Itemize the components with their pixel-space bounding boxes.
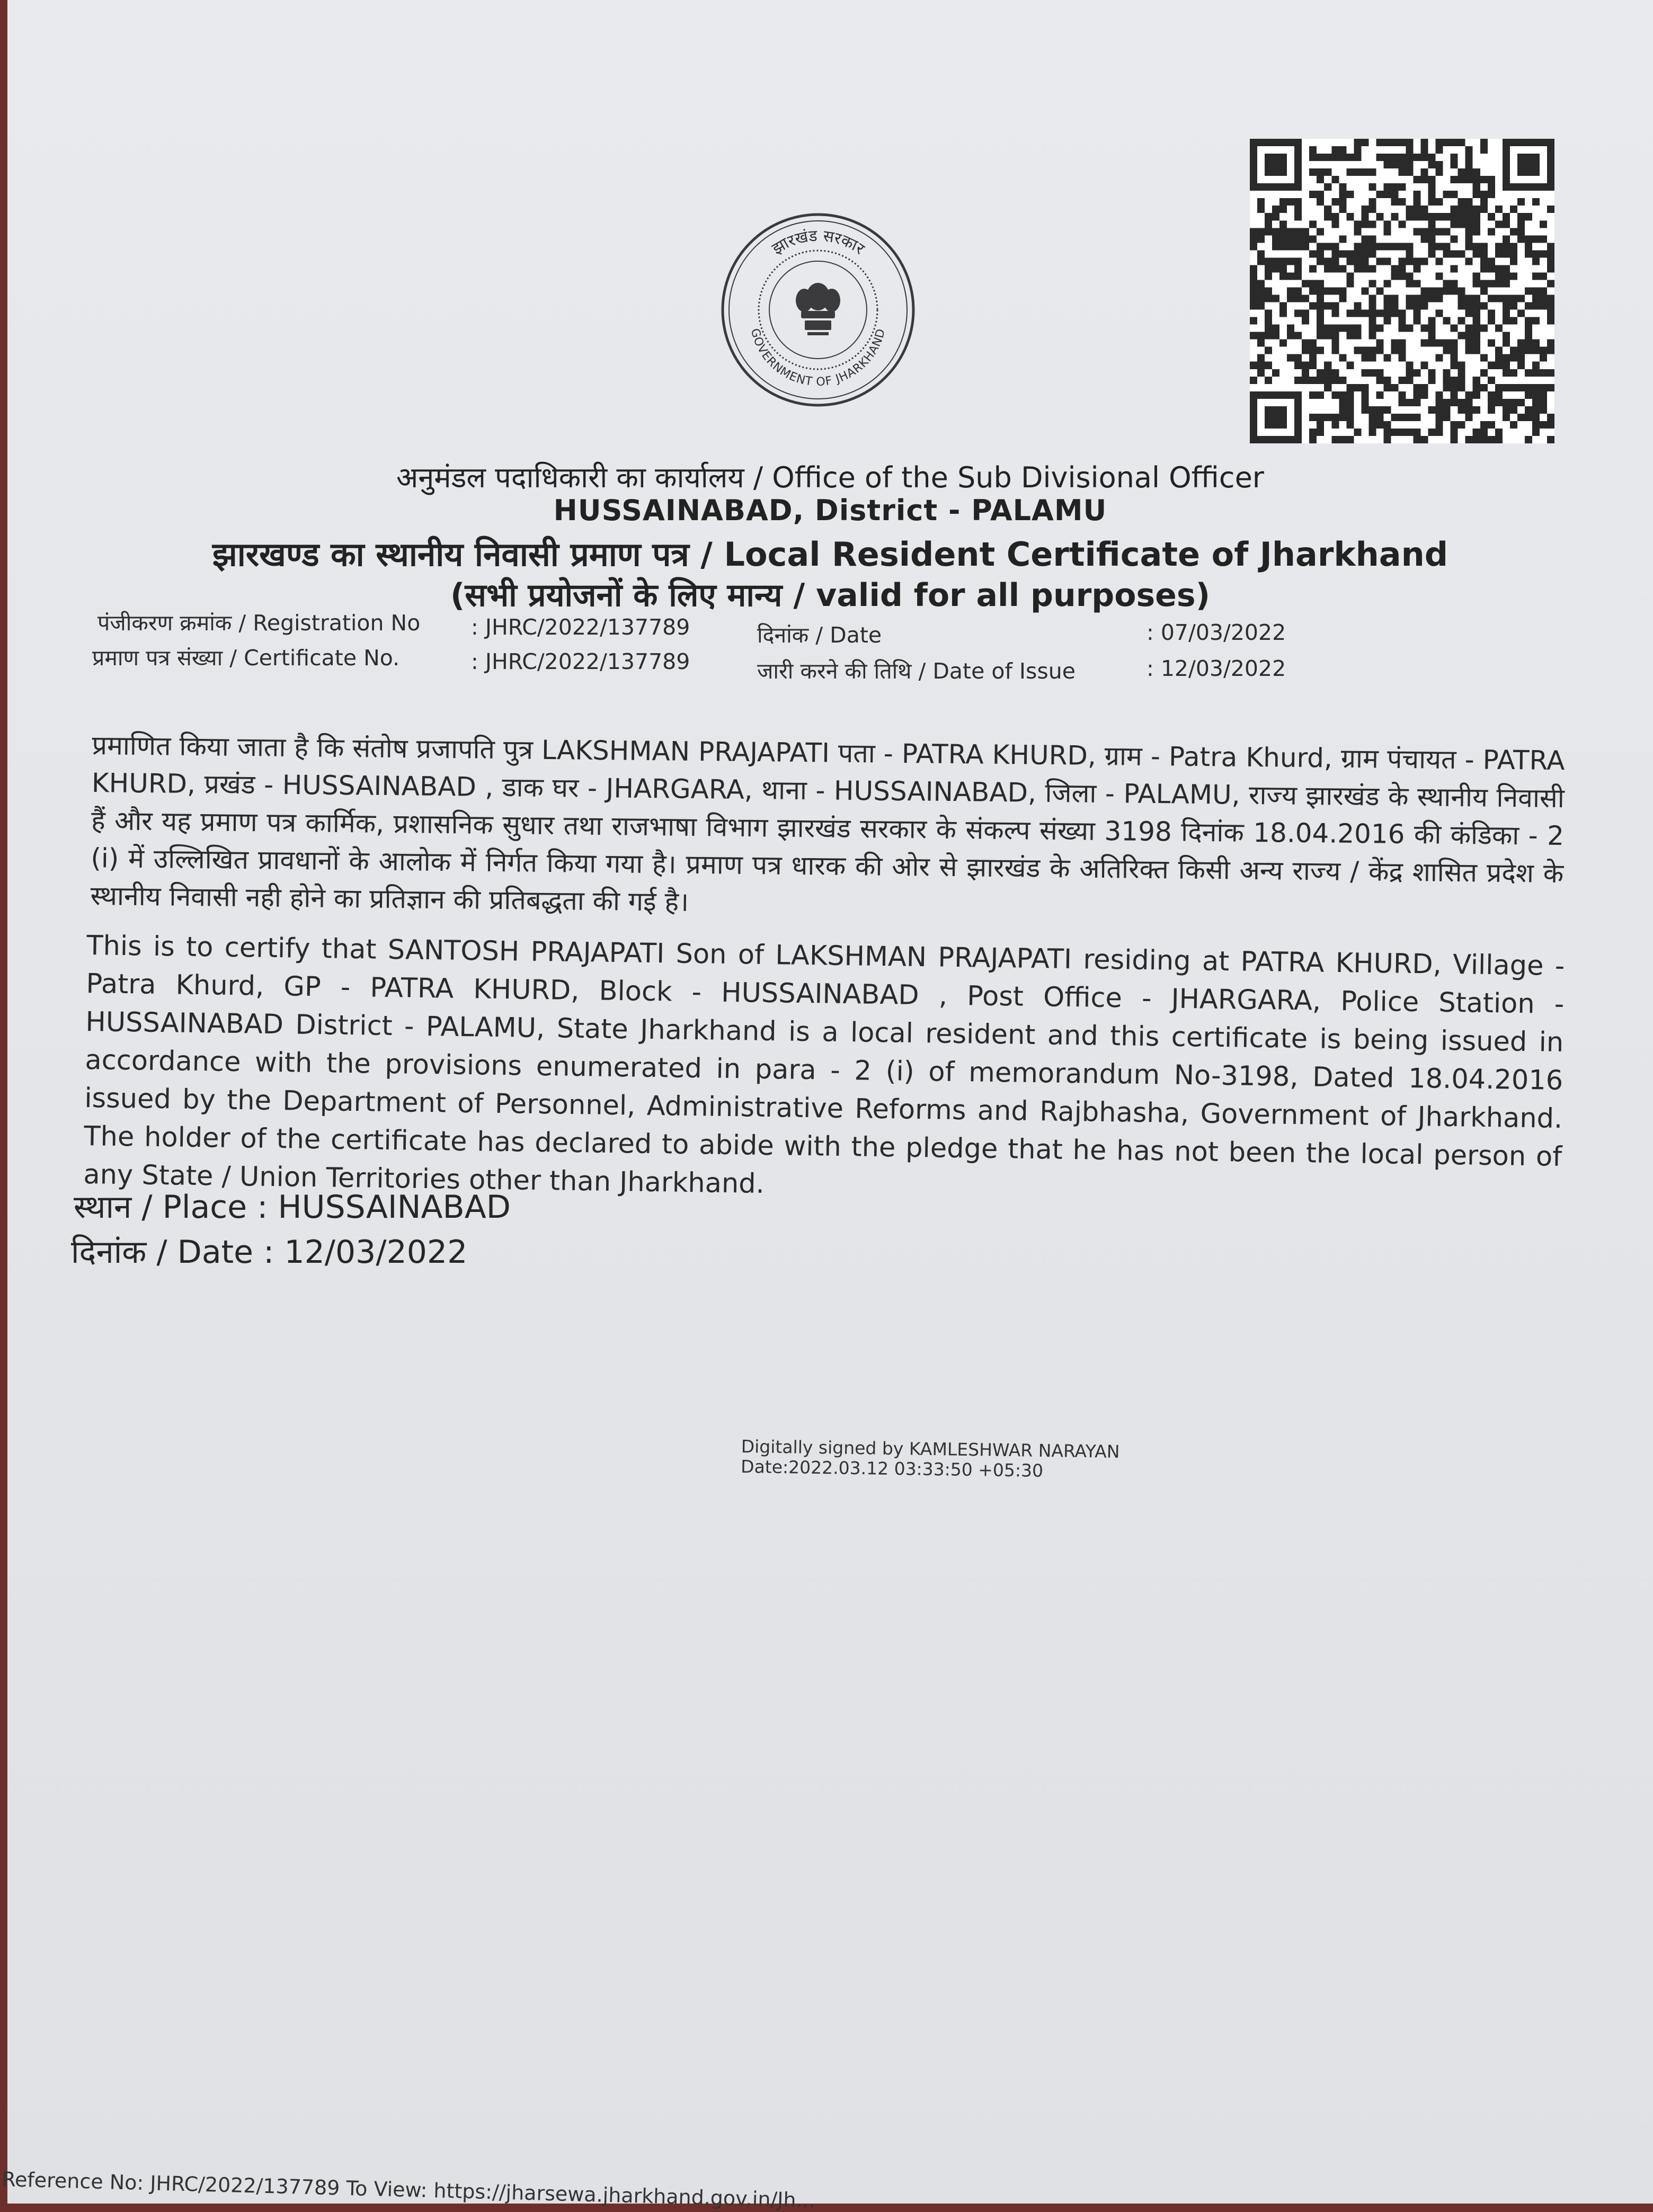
digital-signature (741, 1437, 1120, 1482)
seal-top-text: झारखंड सरकार (769, 226, 868, 258)
signature-line-2: Date:2022.03.12 03:33:50 +05:30 (740, 1456, 1044, 1481)
qr-finder-pattern (1250, 139, 1302, 191)
signature-line-1: Digitally signed by KAMLESHWAR NARAYAN (741, 1436, 1120, 1462)
office-heading: अनुमंडल पदाधिकारी का कार्यालय / Office of the Sub Divisional Officer (396, 461, 1264, 494)
certificate-page (1, 0, 1653, 2212)
hindi-certification-text: प्रमाणित किया जाता है कि संतोष प्रजापति पुत्र LAKSHMAN PRAJAPATI पता - PATRA KHURD, ग्राम - Patra Khurd, ग्राम पंचायत - PATRA KHURD, प्रखंड - HUSSAINABAD , डाक घर - JHARGARA, थाना - HUSSAINABAD, जिला - PALAMU, राज्य झारखंड के स्थानीय निवासी हैं और यह प्रमाण पत्र कार्मिक, प्रशासनिक सुधार तथा राजभाषा विभाग झारखंड सरकार के संकल्प संख्या 3198 दिनांक 18.04.2016 की कंडिका - 2 (i) में उल्लिखित प्रावधानों के आलोक में निर्गत किया गया है। प्रमाण पत्र धारक की ओर से झारखंड के अतिरिक्त किसी अन्य राज्य / केंद्र शासित प्रदेश के स्थानीय निवासी नही होने का प्रतिज्ञान की प्रतिबद्धता की गई है। (90, 729, 1565, 917)
issue-date-label: जारी करने की तिथि / Date of Issue (757, 658, 1076, 684)
place-line: स्थान / Place : HUSSAINABAD (74, 1189, 511, 1226)
qr-code-icon[interactable] (1250, 139, 1554, 443)
date-label: दिनांक / Date (757, 622, 882, 648)
certificate-title: झारखण्ड का स्थानीय निवासी प्रमाण पत्र / Local Resident Certificate of Jharkhand (212, 535, 1448, 574)
validity-note: (सभी प्रयोजनों के लिए मान्य / valid for all purposes) (450, 577, 1211, 614)
registration-label: पंजीकरण क्रमांक / Registration No (97, 610, 421, 636)
svg-text:GOVERNMENT OF JHARKHAND (748, 327, 888, 389)
location-heading: HUSSAINABAD, District - PALAMU (553, 494, 1107, 527)
qr-finder-pattern (1503, 139, 1554, 191)
registration-value: : JHRC/2022/137789 (471, 614, 690, 640)
certificate-value: : JHRC/2022/137789 (471, 649, 690, 674)
issue-date-value: : 12/03/2022 (1147, 656, 1286, 681)
date-line: दिनांक / Date : 12/03/2022 (71, 1234, 468, 1271)
certificate-label: प्रमाण पत्र संख्या / Certificate No. (92, 645, 400, 671)
date-value: : 07/03/2022 (1147, 620, 1286, 645)
english-certification-text: This is to certify that SANTOSH PRAJAPATI Son of LAKSHMAN PRAJAPATI residing at PATRA KHURD, Village - Patra Khurd, GP - PATRA KHURD, Block - HUSSAINABAD , Post Office - JHARGARA, Police Station - HUSSAINABAD District - PALAMU, State Jharkhand is a local resident and this certificate is being issued in accordance with the provisions enumerated in para - 2 (i) of memorandum No-3198, Dated 18.04.2016 issued by the Department of Personnel, Administrative Reforms and Rajbhasha, Government of Jharkhand. The holder of the certificate has declared to abide with the pledge that he has not been the local person of any State / Union Territories other than Jharkhand. (83, 930, 1565, 1200)
seal-bottom-text: GOVERNMENT OF JHARKHAND (748, 327, 888, 389)
government-seal-icon (717, 209, 919, 411)
svg-text:झारखंड सरकार (769, 227, 868, 259)
reference-footer[interactable]: Reference No: JHRC/2022/137789 To View: https://jharsewa.jharkhand.gov.in/Jh... (1, 2168, 816, 2212)
qr-finder-pattern (1250, 391, 1302, 443)
